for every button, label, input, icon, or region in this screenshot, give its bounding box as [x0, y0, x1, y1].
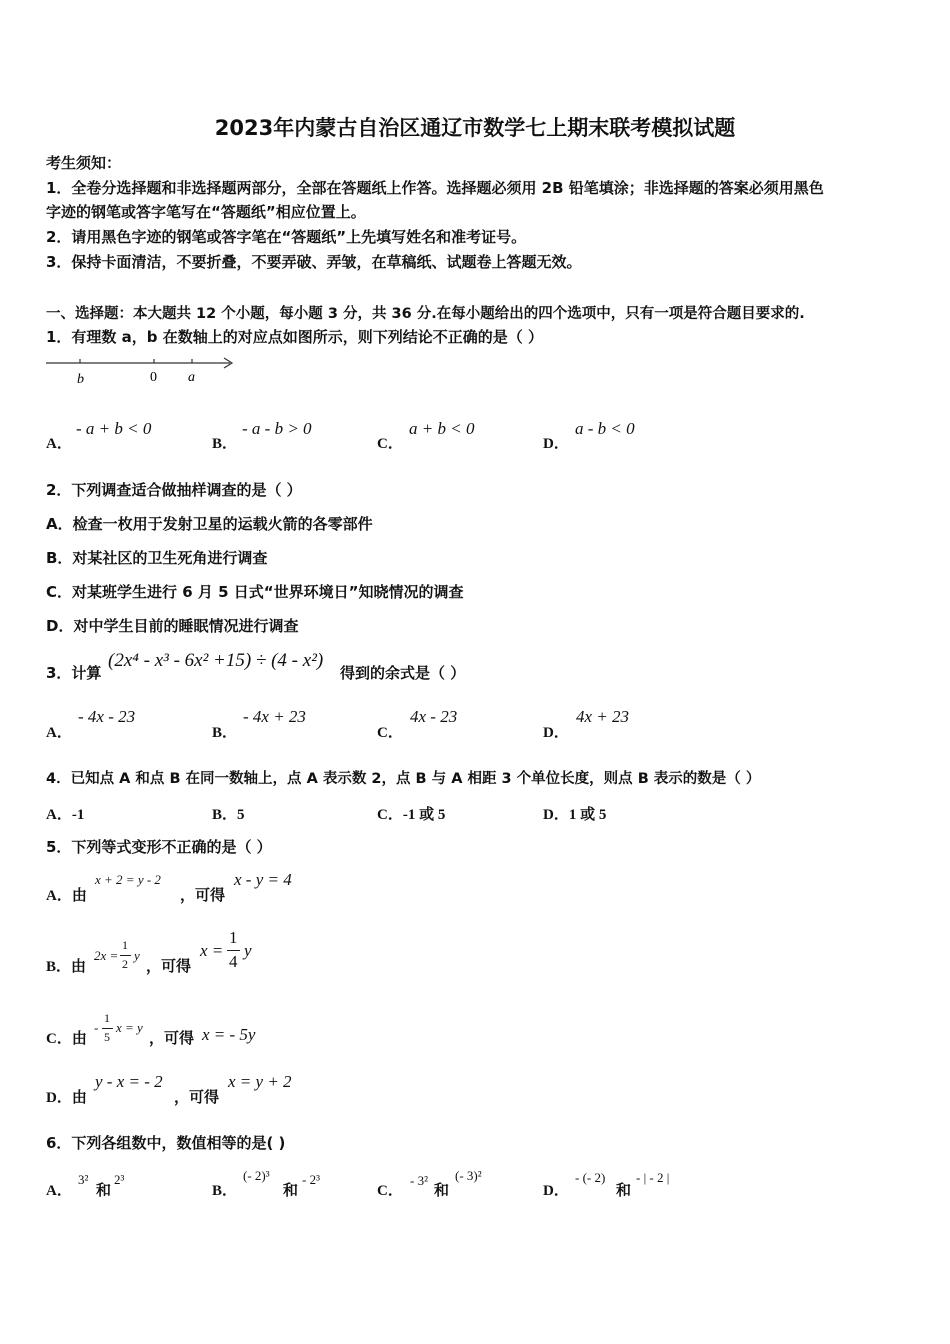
q4-option-d: D．1 或 5 [543, 807, 607, 823]
q6-option-b-right: - 2³ [302, 1172, 320, 1187]
q2-option-d: D．对中学生目前的睡眠情况进行调查 [46, 617, 299, 635]
q4-option-b: B．5 [212, 807, 245, 823]
q5-option-b-mid: ，可得 [146, 957, 192, 975]
q6-stem: 6．下列各组数中，数值相等的是( ) [46, 1134, 286, 1152]
q6-option-a-label: A． [46, 1183, 72, 1199]
q5-option-b-to-den: 4 [229, 952, 238, 971]
q6-option-a-right: 2³ [114, 1172, 125, 1187]
q6-option-c-label: C． [377, 1183, 403, 1199]
q5-option-c-from-num: 1 [104, 1011, 110, 1025]
number-line-figure [44, 352, 244, 388]
q5-option-c-from-b: x = y [116, 1020, 143, 1035]
axis-label-b: b [77, 372, 84, 387]
q5-option-c-from-den: 5 [104, 1030, 110, 1044]
q5-option-b-from-b: y [134, 948, 140, 963]
q5-option-d-mid: ，可得 [174, 1088, 220, 1106]
page-title: 2023年内蒙古自治区通辽市数学七上期末联考模拟试题 [214, 116, 736, 140]
q4-option-a: A．-1 [46, 807, 85, 823]
q4-option-c: C．-1 或 5 [377, 807, 446, 823]
q5-option-b-from-num: 1 [122, 938, 128, 952]
q6-option-b-label: B． [212, 1183, 238, 1199]
q1-option-b-expr: - a - b > 0 [242, 419, 312, 438]
q5-option-c-mid: ，可得 [149, 1029, 195, 1047]
q5-option-d-from: y - x = - 2 [95, 1072, 163, 1091]
q1-option-a-expr: - a + b < 0 [76, 419, 152, 438]
q1-option-a-label: A． [46, 436, 72, 452]
q5-option-b-label: B．由 [46, 959, 87, 975]
q1-option-d-expr: a - b < 0 [575, 419, 635, 438]
q6-option-c-conj: 和 [434, 1181, 450, 1199]
section-header: 一、选择题：本大题共 12 个小题，每小题 3 分，共 36 分.在每小题给出的四个选项中，只有一项是符合题目要求的. [46, 306, 805, 322]
q3-option-b-label: B． [212, 725, 238, 741]
q1-option-c-expr: a + b < 0 [409, 419, 475, 438]
q6-option-b-conj: 和 [283, 1181, 299, 1199]
q1-option-c-label: C． [377, 436, 403, 452]
q6-option-b-left: (- 2)³ [243, 1168, 270, 1183]
q5-option-a-from: x + 2 = y - 2 [95, 872, 161, 887]
q2-stem: 2．下列调查适合做抽样调查的是（ ） [46, 481, 302, 499]
q3-option-c-expr: 4x - 23 [410, 707, 458, 726]
q6-option-c-left: - 3² [410, 1173, 428, 1188]
notice-heading: 考生须知： [46, 154, 122, 172]
q5-option-b-from-a: 2x = [94, 948, 119, 963]
q3-suffix: 得到的余式是（ ） [340, 664, 466, 682]
q3-option-b-expr: - 4x + 23 [243, 707, 306, 726]
q3-prefix: 3．计算 [46, 664, 102, 682]
q3-option-a-label: A． [46, 725, 72, 741]
q5-stem: 5．下列等式变形不正确的是（ ） [46, 838, 272, 856]
notice-line-1: 1．全卷分选择题和非选择题两部分，全部在答题纸上作答。选择题必须用 2B 铅笔填涂；非选择题的答案必须用黑色 [46, 179, 824, 197]
q5-option-c-to: x = - 5y [202, 1025, 256, 1044]
q3-option-c-label: C． [377, 725, 403, 741]
axis-label-a: a [188, 370, 195, 385]
q5-option-c-label: C．由 [46, 1031, 87, 1047]
notice-line-2: 字迹的钢笔或答字笔写在“答题纸”相应位置上。 [46, 203, 366, 221]
q6-option-a-conj: 和 [96, 1181, 112, 1199]
q5-option-d-label: D．由 [46, 1090, 87, 1106]
q6-option-d-right: - | - 2 | [636, 1170, 670, 1185]
q2-option-b: B．对某社区的卫生死角进行调查 [46, 549, 268, 567]
q6-option-a-left: 3² [78, 1172, 89, 1187]
q6-option-c-right: (- 3)² [455, 1168, 482, 1183]
q5-option-a-label: A．由 [46, 888, 87, 904]
q4-stem: 4．已知点 A 和点 B 在同一数轴上，点 A 表示数 2，点 B 与 A 相距 3 个单位长度，则点 B 表示的数是（ ） [46, 771, 761, 787]
q5-option-a-to: x - y = 4 [234, 870, 292, 889]
q6-option-d-left: - (- 2) [575, 1170, 606, 1185]
q5-option-c-from-a: - [94, 1020, 99, 1035]
q1-stem: 1．有理数 a，b 在数轴上的对应点如图所示，则下列结论不正确的是（ ） [46, 328, 543, 346]
q3-option-d-label: D． [543, 725, 569, 741]
q5-option-b-to-num: 1 [229, 928, 238, 947]
q2-option-a: A．检查一枚用于发射卫星的运载火箭的各零部件 [46, 515, 373, 533]
q3-option-d-expr: 4x + 23 [576, 707, 630, 726]
q3-option-a-expr: - 4x - 23 [78, 707, 136, 726]
axis-label-0: 0 [150, 370, 157, 385]
q1-option-b-label: B． [212, 436, 238, 452]
q5-option-b-from-fraction-bar [120, 955, 131, 956]
notice-line-4: 3．保持卡面清洁，不要折叠，不要弄破、弄皱，在草稿纸、试题卷上答题无效。 [46, 253, 582, 271]
q3-expression: (2x⁴ - x³ - 6x² +15) ÷ (4 - x²) [108, 650, 324, 671]
notice-line-3: 2．请用黑色字迹的钢笔或答字笔在“答题纸”上先填写姓名和准考证号。 [46, 228, 527, 246]
q1-option-d-label: D． [543, 436, 569, 452]
q5-option-a-mid: ，可得 [180, 886, 226, 904]
q5-option-d-to: x = y + 2 [228, 1072, 292, 1091]
q6-option-d-label: D． [543, 1183, 569, 1199]
q5-option-b-from-den: 2 [122, 957, 128, 971]
q5-option-b-to-fraction-bar [227, 950, 240, 951]
q6-option-d-conj: 和 [616, 1181, 632, 1199]
q2-option-c: C．对某班学生进行 6 月 5 日式“世界环境日”知晓情况的调查 [46, 583, 464, 601]
q5-option-c-from-fraction-bar [102, 1028, 113, 1029]
q5-option-b-to-b: y [244, 941, 252, 960]
q5-option-b-to-a: x = [200, 941, 224, 960]
